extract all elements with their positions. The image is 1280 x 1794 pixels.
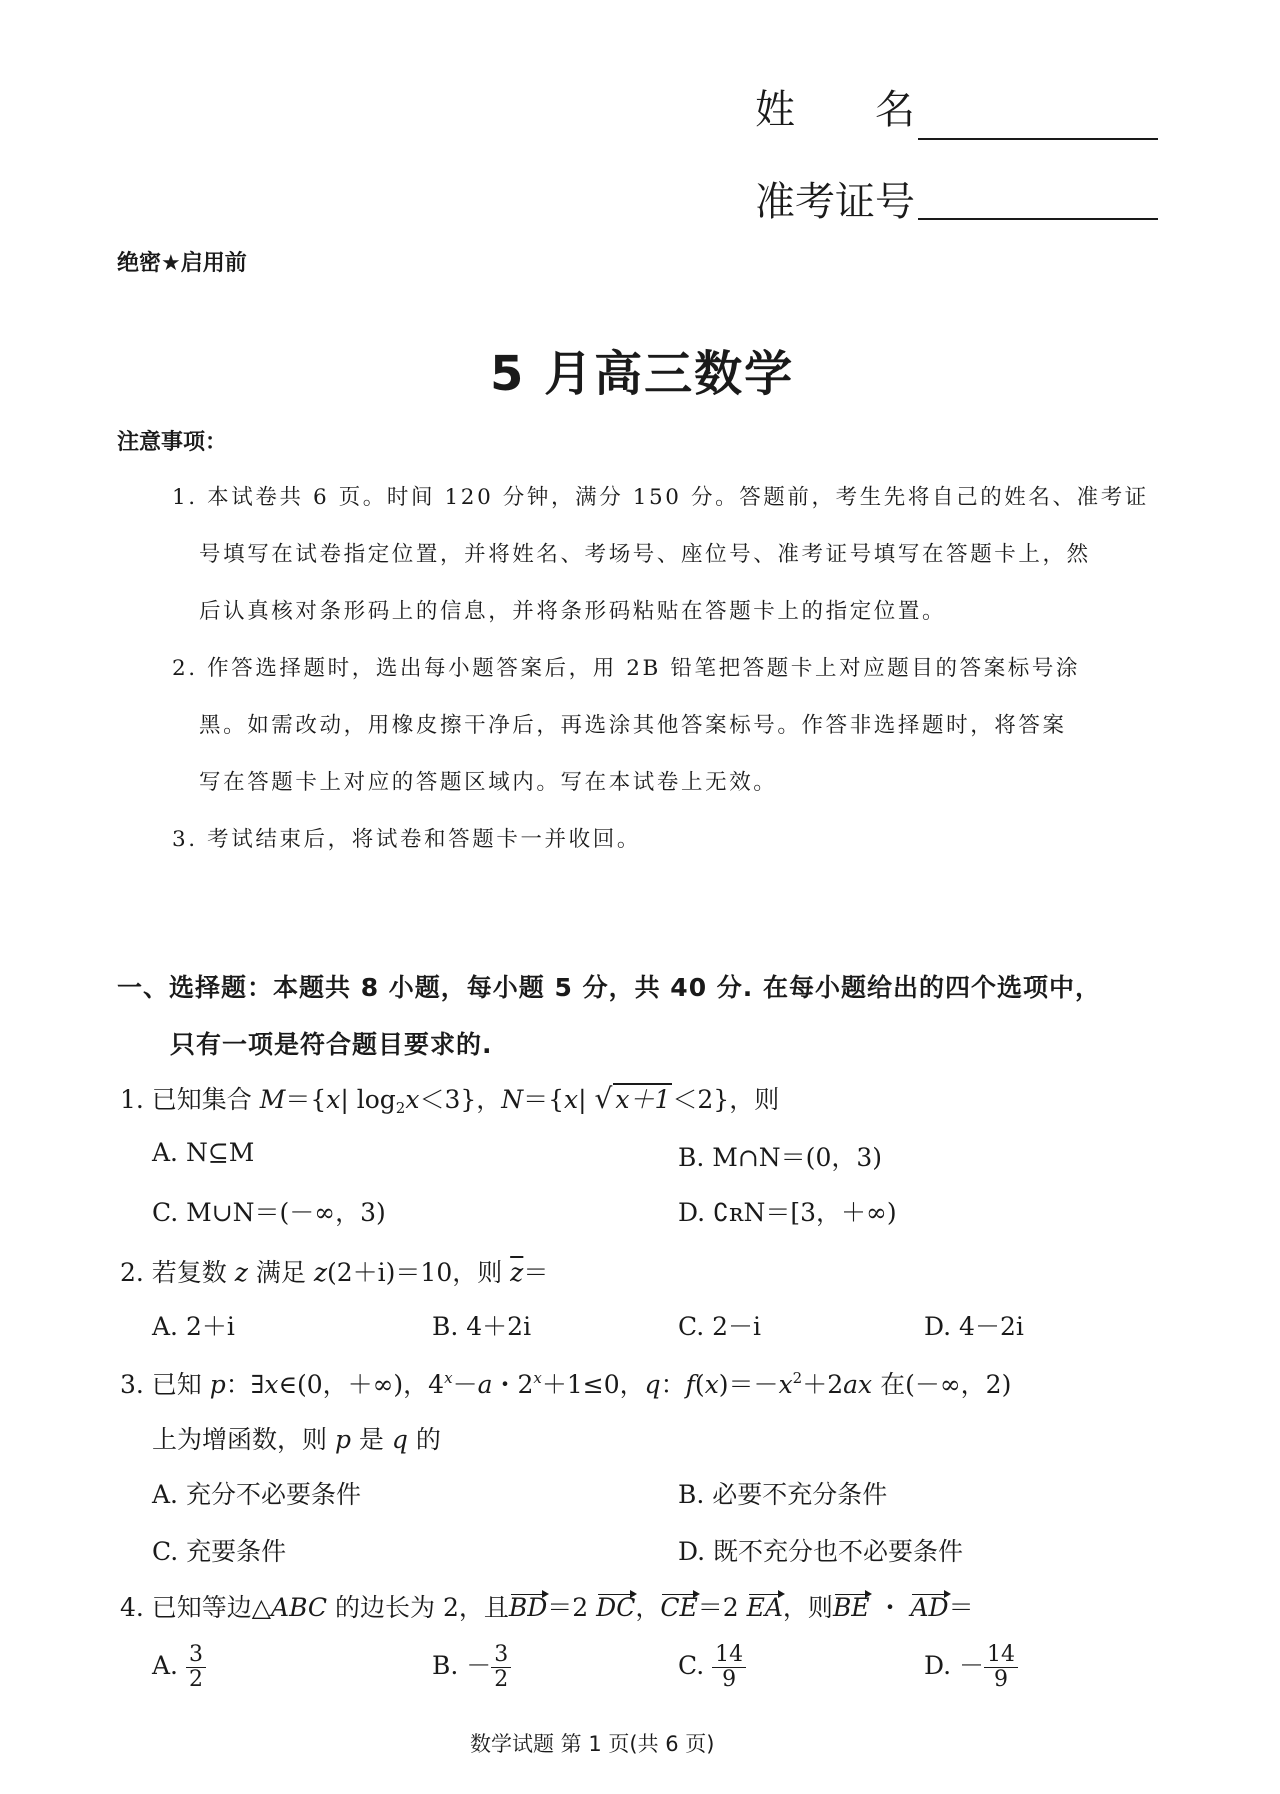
notice-heading: 注意事项： [117,430,228,455]
ticket-number-underline[interactable] [918,218,1158,220]
q1-option-c[interactable]: C. M∪N＝(－∞，3) [152,1198,386,1227]
confidential-label: 绝密★启用前 [117,251,247,276]
q2-option-d[interactable]: D. 4－2i [924,1312,1024,1341]
q2-option-c[interactable]: C. 2－i [678,1312,762,1341]
q1-option-b[interactable]: B. M∩N＝(0，3) [678,1143,883,1172]
q2-option-b[interactable]: B. 4＋2i [432,1312,532,1341]
q3-option-c[interactable]: C. 充要条件 [152,1537,287,1566]
q2-option-a[interactable]: A. 2＋i [152,1312,235,1341]
notice-line-1: 1. 本试卷共 6 页。时间 120 分钟，满分 150 分。答题前，考生先将自己的姓名、准考证 [172,485,1149,510]
q1-option-a[interactable]: A. N⊆M [152,1138,255,1167]
notice-line-7: 3. 考试结束后，将试卷和答题卡一并收回。 [172,827,641,852]
notice-line-2: 号填写在试卷指定位置，并将姓名、考场号、座位号、准考证号填写在答题卡上，然 [199,542,1091,567]
name-underline[interactable] [918,138,1158,140]
q3-option-d[interactable]: D. 既不充分也不必要条件 [678,1537,964,1566]
question-1-stem: 1. 已知集合 M＝{x| $\log_2x<3$}，N＝{x| √ x＋1＜2}，则 [120,1082,780,1117]
question-3-stem: 3. 已知 p：∃x∈(0，＋∞)，$4^x-a$・$2^x+1\le 0$，q：$f(x)=-x^2+2ax$ 在(－∞，2) [120,1369,1012,1399]
question-4-stem: 4. 已知等边△ABC 的边长为 2，且BD＝2 DC，CE＝2 EA，则BE ・ AD＝ [120,1593,974,1622]
q4-option-a[interactable]: A. $\frac{3}{2}$ [152,1643,206,1692]
notice-line-5: 黑。如需改动，用橡皮擦干净后，再选涂其他答案标号。作答非选择题时，将答案 [199,713,1067,738]
q4-option-c[interactable]: C. $\frac{14}{9}$ [678,1643,746,1692]
q3-option-a[interactable]: A. 充分不必要条件 [152,1480,361,1509]
question-2-stem: 2. 若复数 z 满足 z(2＋i)＝10，则 $\overline{z}=$ [120,1258,549,1287]
name-label: 姓 名 [755,87,915,133]
notice-line-4: 2. 作答选择题时，选出每小题答案后，用 2B 铅笔把答题卡上对应题目的答案标号涂 [172,656,1081,681]
question-3-stem-line-2: 上为增函数，则 p 是 q 的 [152,1425,441,1454]
page-footer: 数学试题 第 1 页(共 6 页) [470,1732,715,1756]
q1-option-d[interactable]: D. ∁ʀN＝[3，＋∞) [678,1198,897,1227]
q4-option-d[interactable]: D. － $\frac{14}{9}$ [924,1643,1018,1692]
q4-option-b[interactable]: B. － $\frac{3}{2}$ [432,1643,511,1692]
section-heading-line-2: 只有一项是符合题目要求的. [170,1030,493,1059]
section-heading-line-1: 一、选择题：本题共 8 小题，每小题 5 分，共 40 分. 在每小题给出的四个选项中， [117,973,1102,1002]
notice-line-6: 写在答题卡上对应的答题区域内。写在本试卷上无效。 [199,770,778,795]
ticket-number-label: 准考证号 [755,179,915,225]
notice-line-3: 后认真核对条形码上的信息，并将条形码粘贴在答题卡上的指定位置。 [199,599,947,624]
q3-option-b[interactable]: B. 必要不充分条件 [678,1480,888,1509]
page-title: 5 月高三数学 [490,346,795,402]
